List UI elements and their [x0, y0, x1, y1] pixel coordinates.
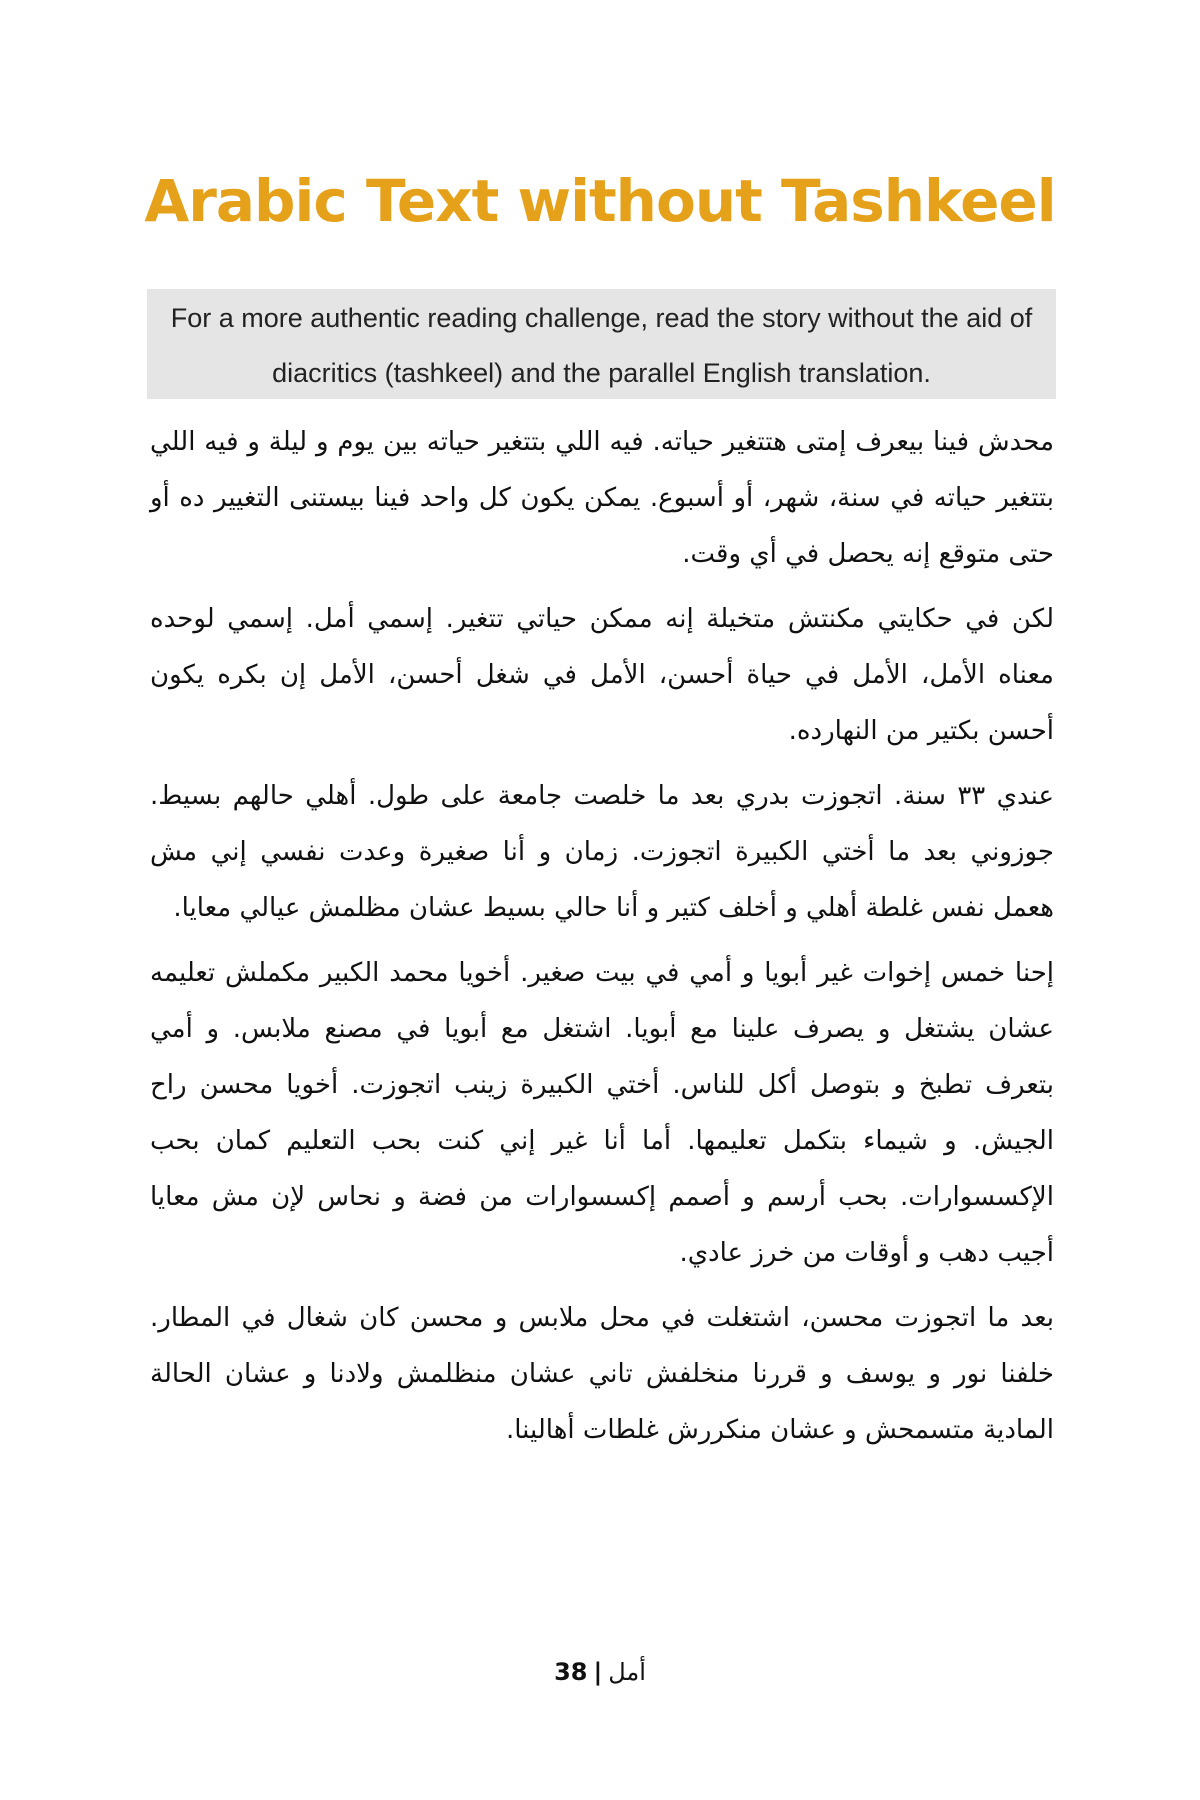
page-footer: [0, 1658, 1200, 1686]
instruction-box: [147, 289, 1056, 399]
story-paragraph-5: بعد ما اتجوزت محسن، اشتغلت في محل ملابس و محسن كان شغال في المطار. خلفنا نور و يوسف و قررنا منخلفش تاني عشان منظلمش ولادنا و عشان الحالة المادية متسمحش و عشان منكررش غلطات أهالينا.: [150, 1303, 1054, 1445]
story-paragraph-1: محدش فينا بيعرف إمتى هتتغير حياته. فيه اللي بتتغير حياته بين يوم و ليلة و فيه اللي بتتغير حياته في سنة، شهر، أو أسبوع. يمكن يكون كل واحد فينا بيستنى التغيير ده أو حتى متوقع إنه يحصل في أي وقت.: [150, 427, 1054, 569]
page-number: 38: [554, 1658, 588, 1686]
footer-separator: |: [593, 1658, 603, 1686]
book-title: أمل: [608, 1658, 646, 1686]
story-paragraph-4: إحنا خمس إخوات غير أبويا و أمي في بيت صغير. أخويا محمد الكبير مكملش تعليمه عشان يشتغل و يصرف علينا مع أبويا. اشتغل مع أبويا في مصنع ملابس. و أمي بتعرف تطبخ و بتوصل أكل للناس. أختي الكبيرة زينب اتجوزت. أخويا محسن راح الجيش. و شيماء بتكمل تعليمها. أما أنا غير إني كنت بحب التعليم كمان بحب الإكسسوارات. بحب أرسم و أصمم إكسسوارات من فضة و نحاس لإن مش معايا أجيب دهب و أوقات من خرز عادي.: [150, 958, 1054, 1268]
story-paragraph-2: لكن في حكايتي مكنتش متخيلة إنه ممكن حياتي تتغير. إسمي أمل. إسمي لوحده معناه الأمل، الأمل في حياة أحسن، الأمل في شغل أحسن، الأمل إن بكره يكون أحسن بكتير من النهارده.: [150, 604, 1054, 746]
instruction-text: For a more authentic reading challenge, read the story without the aid of diacritics (tashkeel) and the parallel English translation.: [170, 303, 1033, 388]
page-title: Arabic Text without Tashkeel: [144, 167, 1056, 235]
story-text: [150, 414, 1054, 1467]
story-paragraph-3: عندي ٣٣ سنة. اتجوزت بدري بعد ما خلصت جامعة على طول. أهلي حالهم بسيط. جوزوني بعد ما أختي الكبيرة اتجوزت. زمان و أنا صغيرة وعدت نفسي إني مش هعمل نفس غلطة أهلي و أخلف كتير و أنا حالي بسيط عشان مظلمش عيالي معايا.: [150, 781, 1055, 923]
